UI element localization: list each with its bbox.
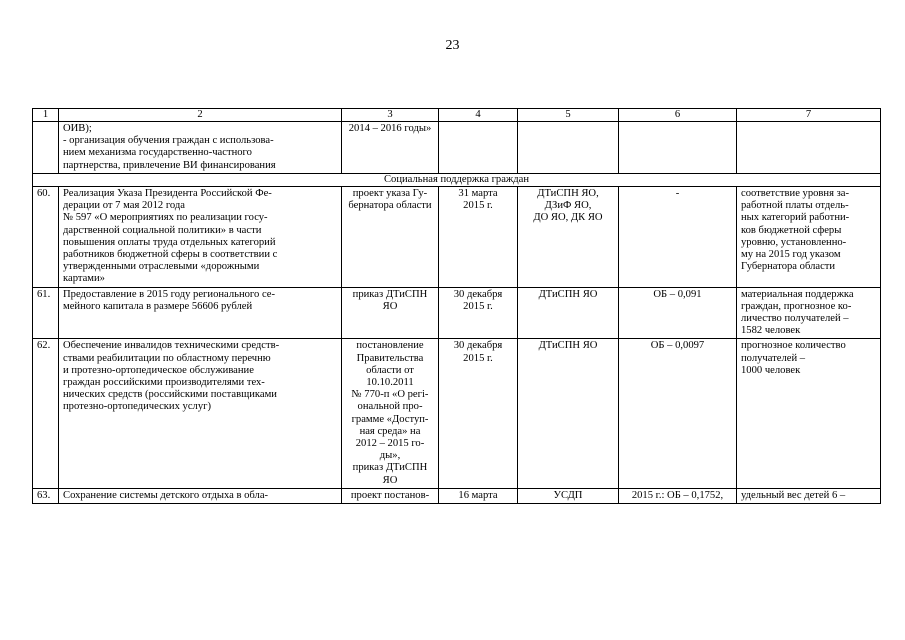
header-cell: 3 xyxy=(342,109,439,122)
text-line: - xyxy=(675,188,680,200)
text-line: ная среда» на xyxy=(359,425,421,437)
text-line: утвержденными отраслевыми «дорожными xyxy=(63,261,260,273)
text-line: ЯО xyxy=(382,300,398,312)
executor-cell xyxy=(518,339,619,488)
financing-cell xyxy=(619,122,737,174)
text-line: мейного капитала в размере 56606 рублей xyxy=(63,300,253,312)
basis-cell xyxy=(342,287,439,339)
text-line: ных категорий работни- xyxy=(741,212,850,224)
text-line: му на 2015 год указом xyxy=(741,249,841,261)
text-line: граждан, прогнозное ко- xyxy=(741,300,852,312)
basis-cell xyxy=(342,187,439,288)
text-line: ОИВ); xyxy=(63,123,92,134)
text-line: № 770-п «О регі- xyxy=(351,389,429,401)
table-row xyxy=(33,287,881,339)
text-line: получателей – xyxy=(741,352,806,364)
row-number-cell xyxy=(33,122,59,174)
text-line: дерации от 7 мая 2012 года xyxy=(63,200,185,212)
text-line: проект постанов- xyxy=(350,489,430,501)
deadline-cell xyxy=(439,488,518,503)
row-number-cell: 63. xyxy=(33,488,59,503)
header-cell: 4 xyxy=(439,109,518,122)
text-line: граждан российскими производителями тех- xyxy=(63,377,265,389)
basis-cell xyxy=(342,488,439,503)
text-line: грамме «Доступ- xyxy=(351,413,429,425)
text-line: Сохранение системы детского отдыха в обла- xyxy=(63,489,269,501)
text-line: прогнозное количество xyxy=(741,340,846,352)
text-line: 2015 г.: ОБ – 0,1752, xyxy=(631,489,724,501)
text-line: ДО ЯО, ДК ЯО xyxy=(533,212,603,224)
text-line: нических средств (российскими поставщиками xyxy=(63,389,277,401)
text-line: 10.10.2011 xyxy=(366,377,414,389)
text-line: ды», xyxy=(379,450,401,462)
description-cell xyxy=(59,187,342,288)
text-line: № 597 «О мероприятиях по реализации госу- xyxy=(63,212,268,224)
description-cell xyxy=(59,122,342,174)
text-line: Обеспечение инвалидов техническими средств- xyxy=(63,340,280,352)
header-cell: 2 xyxy=(59,109,342,122)
executor-cell xyxy=(518,122,619,174)
header-cell: 1 xyxy=(33,109,59,122)
section-row xyxy=(33,173,881,186)
text-line: партнерства, привлечение ВИ финансирования xyxy=(63,159,276,171)
text-line: 1000 человек xyxy=(741,364,801,376)
text-line: картами» xyxy=(63,273,105,285)
row-number-cell: 62. xyxy=(33,339,59,488)
text-line: ЯО xyxy=(382,474,398,486)
text-line: соответствие уровня за- xyxy=(741,188,850,200)
text-line: удельный вес детей 6 – xyxy=(741,489,846,501)
deadline-cell xyxy=(439,339,518,488)
section-heading: Социальная поддержка граждан xyxy=(33,173,881,186)
text-line: 2015 г. xyxy=(463,352,493,364)
text-line: - организация обучения граждан с использова- xyxy=(63,135,274,147)
text-line: бернатора области xyxy=(348,200,432,212)
text-line: работников бюджетной сферы в соответствии с xyxy=(63,249,278,261)
table-row xyxy=(33,339,881,488)
text-line: Правительства xyxy=(356,352,424,364)
text-line: ков бюджетной сферы xyxy=(741,224,842,236)
result-cell xyxy=(737,122,881,174)
header-cell: 7 xyxy=(737,109,881,122)
row-number-cell: 60. xyxy=(33,187,59,288)
header-cell: 5 xyxy=(518,109,619,122)
document-table xyxy=(32,108,881,504)
financing-cell xyxy=(619,287,737,339)
text-line: ствами реабилитации по областному перечню xyxy=(63,352,271,364)
executor-cell xyxy=(518,488,619,503)
financing-cell xyxy=(619,488,737,503)
text-line: ДТиСПН ЯО xyxy=(538,288,598,300)
executor-cell xyxy=(518,287,619,339)
page-number: 23 xyxy=(445,38,460,53)
text-line: Реализация Указа Президента Российской Фе- xyxy=(63,188,272,200)
text-line: УСДП xyxy=(553,489,583,501)
text-line: повышения оплаты труда отдельных категорий xyxy=(63,236,276,248)
text-line: ОБ – 0,091 xyxy=(653,288,702,300)
text-line: 2014 – 2016 годы» xyxy=(348,123,432,134)
text-line: приказ ДТиСПН xyxy=(352,288,428,300)
text-line: 31 марта xyxy=(458,188,498,200)
deadline-cell xyxy=(439,122,518,174)
text-line: протезно-ортопедических услуг) xyxy=(63,401,212,413)
text-line: ОБ – 0,0097 xyxy=(650,340,705,352)
text-line: 2015 г. xyxy=(463,200,493,212)
text-line: 1582 человек xyxy=(741,325,801,337)
text-line: ДЗиФ ЯО, xyxy=(544,200,592,212)
text-line: ональной про- xyxy=(357,401,423,413)
result-cell xyxy=(737,287,881,339)
result-cell xyxy=(737,339,881,488)
financing-cell xyxy=(619,187,737,288)
text-line: 2015 г. xyxy=(463,300,493,312)
result-cell xyxy=(737,488,881,503)
text-line: работной платы отдель- xyxy=(741,200,849,212)
text-line: области от xyxy=(366,364,414,376)
executor-cell xyxy=(518,187,619,288)
text-line: уровню, установленно- xyxy=(741,236,847,248)
deadline-cell xyxy=(439,287,518,339)
text-line: дарственной социальной политики» в части xyxy=(63,224,262,236)
text-line: 30 декабря xyxy=(453,340,503,352)
text-line: материальная поддержка xyxy=(741,288,854,300)
text-line: нием механизма государственно-частного xyxy=(63,147,252,159)
text-line: и протезно-ортопедическое обслуживание xyxy=(63,364,254,376)
basis-cell xyxy=(342,122,439,174)
text-line: приказ ДТиСПН xyxy=(352,462,428,474)
description-cell xyxy=(59,339,342,488)
description-cell xyxy=(59,488,342,503)
row-number-cell: 61. xyxy=(33,287,59,339)
header-cell: 6 xyxy=(619,109,737,122)
result-cell xyxy=(737,187,881,288)
text-line: Губернатора области xyxy=(741,261,836,273)
text-line: 30 декабря xyxy=(453,288,503,300)
deadline-cell xyxy=(439,187,518,288)
text-line: ДТиСПН ЯО xyxy=(538,340,598,352)
description-cell xyxy=(59,287,342,339)
text-line: личество получателей – xyxy=(741,313,849,325)
table-header-row xyxy=(33,109,881,122)
text-line: Предоставление в 2015 году регионального се- xyxy=(63,288,276,300)
financing-cell xyxy=(619,339,737,488)
text-line: ДТиСПН ЯО, xyxy=(537,188,599,200)
table-row xyxy=(33,187,881,288)
text-line: постановление xyxy=(356,340,424,352)
text-line: 2012 – 2015 го- xyxy=(355,438,425,450)
table-row xyxy=(33,122,881,174)
table-row xyxy=(33,488,881,503)
text-line: 16 марта xyxy=(458,489,498,501)
basis-cell xyxy=(342,339,439,488)
text-line: проект указа Гу- xyxy=(352,188,428,200)
